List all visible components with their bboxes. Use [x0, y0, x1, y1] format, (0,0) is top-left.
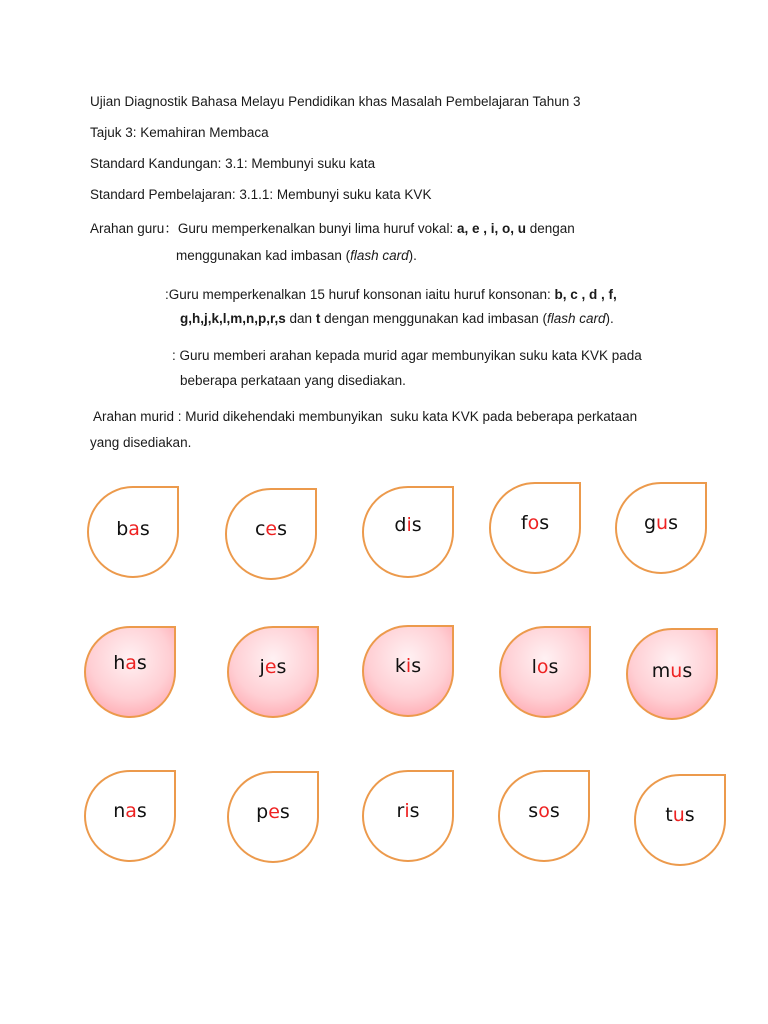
card-consonant-2: s: [279, 801, 290, 823]
arahan-guru-line-1: [90, 220, 575, 238]
flash-card: [362, 625, 454, 717]
flash-card: [498, 770, 590, 862]
card-vowel: u: [670, 660, 683, 682]
card-consonant-2: s: [548, 656, 559, 678]
card-vowel: i: [404, 800, 410, 822]
flash-card: [84, 770, 176, 862]
card-vowel: o: [536, 656, 549, 678]
flash-card: [615, 482, 707, 574]
flash-card: [227, 626, 319, 718]
card-word: [89, 518, 177, 540]
arahan-guru-separator: ：: [164, 221, 178, 236]
card-word: [617, 512, 705, 534]
card-consonant-2: s: [539, 512, 550, 534]
card-word: [364, 800, 452, 822]
arahan-guru-line-6: beberapa perkataan yang disediakan.: [180, 373, 406, 388]
card-consonant-1: g: [643, 512, 657, 534]
card-consonant-1: k: [394, 655, 406, 677]
card-vowel: a: [128, 518, 140, 540]
flash-card: [634, 774, 726, 866]
flash-card: [489, 482, 581, 574]
card-vowel: u: [656, 512, 669, 534]
card-consonant-1: f: [520, 512, 528, 534]
arahan-guru-item1-text: Guru memperkenalkan bunyi lima huruf vokal:: [177, 221, 457, 236]
tajuk-line: Tajuk 3: Kemahiran Membaca: [90, 125, 269, 140]
flash-card: [227, 771, 319, 863]
flash-card: [225, 488, 317, 580]
card-consonant-2: s: [136, 800, 147, 822]
arahan-guru-line-2: [176, 247, 417, 265]
card-consonant-2: s: [411, 655, 422, 677]
card-word: [500, 800, 588, 822]
arahan-guru-line-4: [180, 310, 614, 328]
flash-card: [362, 486, 454, 578]
arahan-murid-line-2: yang disediakan.: [90, 435, 192, 450]
arahan-guru-item1-cont: menggunakan kad imbasan (: [176, 248, 351, 263]
card-consonant-1: t: [665, 804, 673, 826]
arahan-guru-line-3: [165, 286, 617, 304]
flash-card: [362, 770, 454, 862]
card-consonant-1: b: [116, 518, 129, 540]
card-consonant-2: s: [549, 800, 560, 822]
card-consonant-1: d: [394, 514, 407, 536]
card-consonant-1: j: [259, 656, 265, 678]
card-consonant-2: s: [682, 660, 693, 682]
doc-title: Ujian Diagnostik Bahasa Melayu Pendidikan khas Masalah Pembelajaran Tahun 3: [90, 94, 581, 109]
card-consonant-1: s: [528, 800, 539, 822]
arahan-guru-item2-text: :Guru memperkenalkan 15 huruf konsonan iaitu huruf konsonan:: [165, 287, 555, 302]
card-consonant-1: m: [651, 660, 671, 682]
card-vowel: a: [125, 652, 137, 674]
card-word: [364, 655, 452, 677]
consonant-list-3: t: [315, 311, 321, 326]
card-vowel: a: [125, 800, 137, 822]
arahan-guru-line-5: : Guru memberi arahan kepada murid agar membunyikan suku kata KVK pada: [172, 348, 642, 363]
consonant-list-2: g,h,j,k,l,m,n,p,r,s: [180, 311, 286, 326]
card-consonant-2: s: [139, 518, 150, 540]
flash-card-term: flash card: [546, 311, 606, 326]
card-word: [636, 804, 724, 826]
standard-pembelajaran-line: Standard Pembelajaran: 3.1.1: Membunyi suku kata KVK: [90, 187, 432, 202]
arahan-guru-item2-end: ).: [605, 311, 614, 326]
arahan-guru-item1-end: ).: [408, 248, 417, 263]
card-consonant-1: h: [113, 652, 126, 674]
flash-card: [84, 626, 176, 718]
card-word: [501, 656, 589, 678]
card-consonant-2: s: [409, 800, 420, 822]
card-consonant-1: r: [396, 800, 405, 822]
card-consonant-2: s: [411, 514, 422, 536]
arahan-murid-line-1: Arahan murid : Murid dikehendaki membunyikan suku kata KVK pada beberapa perkataan: [90, 409, 638, 424]
card-word: [227, 518, 315, 540]
card-vowel: o: [538, 800, 550, 822]
card-word: [229, 801, 317, 823]
card-consonant-1: p: [256, 801, 269, 823]
card-consonant-1: c: [254, 518, 266, 540]
flash-card: [499, 626, 591, 718]
card-consonant-1: l: [531, 656, 537, 678]
card-vowel: u: [672, 804, 685, 826]
flash-card: [87, 486, 179, 578]
card-vowel: e: [268, 801, 280, 823]
consonant-list-1: b, c , d , f,: [554, 287, 617, 302]
card-consonant-2: s: [668, 512, 678, 534]
card-word: [628, 660, 716, 682]
card-consonant-2: s: [136, 652, 147, 674]
card-word: [86, 652, 174, 674]
card-vowel: o: [527, 512, 540, 534]
flash-card: [626, 628, 718, 720]
card-consonant-2: s: [277, 518, 288, 540]
card-consonant-2: s: [684, 804, 695, 826]
arahan-guru-label: Arahan guru: [90, 221, 165, 236]
card-vowel: e: [264, 656, 277, 678]
card-consonant-1: n: [113, 800, 126, 822]
card-vowel: i: [406, 514, 412, 536]
card-consonant-2: s: [276, 656, 287, 678]
card-vowel: e: [265, 518, 278, 540]
arahan-guru-item2-post: dengan menggunakan kad imbasan (: [320, 311, 547, 326]
vowel-list: a, e , i, o, u: [456, 221, 526, 236]
standard-kandungan-line: Standard Kandungan: 3.1: Membunyi suku kata: [90, 156, 376, 171]
card-word: [86, 800, 174, 822]
arahan-guru-item1-post: dengan: [525, 221, 575, 236]
card-vowel: i: [405, 655, 412, 677]
card-word: [491, 512, 579, 534]
flash-card-term: flash card: [350, 248, 409, 263]
card-word: [229, 656, 317, 678]
card-word: [364, 514, 452, 536]
arahan-guru-item2-mid: dan: [285, 311, 316, 326]
